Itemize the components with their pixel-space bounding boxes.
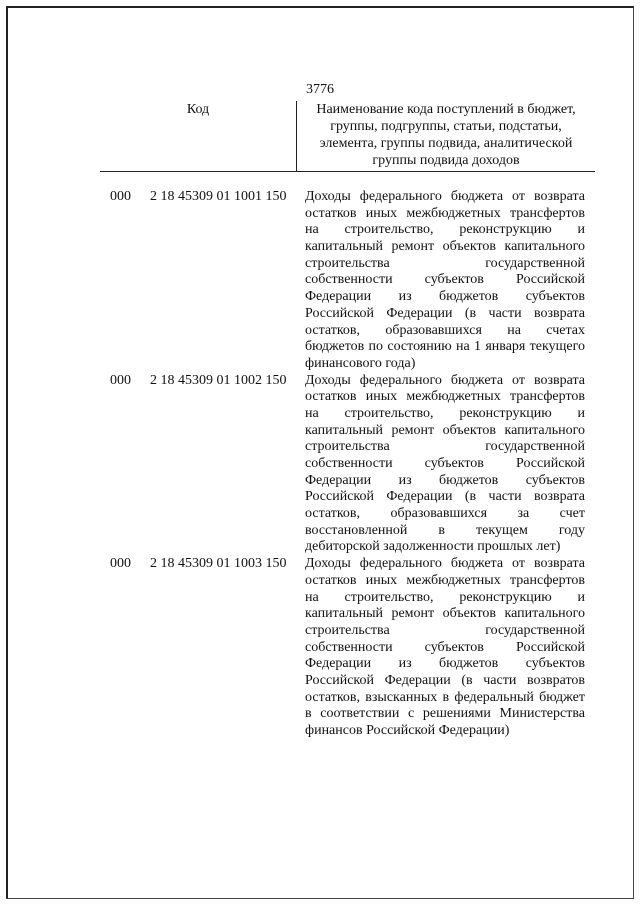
description-line: строительства государственной	[305, 622, 585, 638]
description-line: собственности субъектов Российской	[305, 272, 585, 288]
description-line: строительства государственной	[305, 439, 585, 455]
description-line: остатков иных межбюджетных трансфертов	[305, 389, 585, 405]
budget-code: 2 18 45309 01 1002 150	[150, 372, 287, 388]
header-name-cell	[297, 101, 596, 172]
description-line: на строительство, реконструкцию и	[305, 589, 585, 605]
description-line: капитальный ремонт объектов капитального	[305, 239, 585, 255]
income-code-row	[0, 373, 640, 557]
description-line: остатков иных межбюджетных трансфертов	[305, 205, 585, 221]
header-name-line: группы подвида доходов	[372, 153, 520, 168]
income-code-row	[0, 556, 640, 740]
description-line: финансов Российской Федерации)	[305, 723, 510, 738]
description-line: собственности субъектов Российской	[305, 639, 585, 655]
admin-code: 000	[110, 556, 131, 572]
description-line: дебиторской задолженности прошлых лет)	[305, 539, 561, 555]
income-code-row	[0, 189, 640, 373]
description-line: Доходы федерального бюджета от возврата	[305, 372, 585, 388]
description-line: остатков иных межбюджетных трансфертов	[305, 572, 585, 588]
description-line: капитальный ремонт объектов капитального	[305, 606, 585, 622]
description-line: капитальный ремонт объектов капитального	[305, 422, 585, 438]
income-code-list	[0, 189, 640, 740]
description-line: бюджетов по состоянию на 1 января текущего	[305, 339, 585, 355]
description-line: Федерации из бюджетов субъектов	[305, 656, 585, 672]
description-line: на строительство, реконструкцию и	[305, 405, 585, 421]
admin-code: 000	[110, 372, 131, 388]
header-name-line: Наименование кода поступлений в бюджет,	[316, 102, 576, 117]
income-description	[305, 373, 585, 557]
description-line: собственности субъектов Российской	[305, 456, 585, 471]
description-line: остатков, образовавшихся на счетах	[305, 322, 585, 338]
description-line: восстановленной в текущем году	[305, 522, 585, 538]
budget-code: 2 18 45309 01 1001 150	[150, 189, 287, 204]
description-line: остатков, образовавшихся за счет	[305, 506, 585, 522]
description-line: финансового года)	[305, 355, 416, 371]
header-table	[100, 101, 595, 172]
header-code-cell: Код	[100, 101, 297, 172]
description-line: строительства государственной	[305, 255, 585, 271]
admin-code: 000	[110, 189, 131, 204]
income-description	[305, 556, 585, 740]
description-line: Доходы федерального бюджета от возврата	[305, 556, 585, 572]
description-line: на строительство, реконструкцию и	[305, 222, 585, 238]
description-line: Российской Федерации (в части возвратов	[305, 672, 585, 688]
income-description	[305, 189, 585, 373]
budget-code: 2 18 45309 01 1003 150	[150, 556, 287, 572]
description-line: Федерации из бюджетов субъектов	[305, 289, 585, 305]
header-name-line: группы, подгруппы, статьи, подстатьи,	[330, 119, 562, 134]
header-name-line: элемента, группы подвида, аналитической	[319, 136, 573, 151]
description-line: в соответствии с решениями Министерства	[305, 706, 585, 722]
description-line: остатков, взысканных в федеральный бюджет	[305, 689, 585, 705]
page-number: 3776	[306, 82, 334, 97]
description-line: Российской Федерации (в части возврата	[305, 489, 585, 505]
description-line: Доходы федерального бюджета от возврата	[305, 189, 585, 204]
description-line: Российской Федерации (в части возврата	[305, 305, 585, 321]
description-line: Федерации из бюджетов субъектов	[305, 472, 585, 488]
